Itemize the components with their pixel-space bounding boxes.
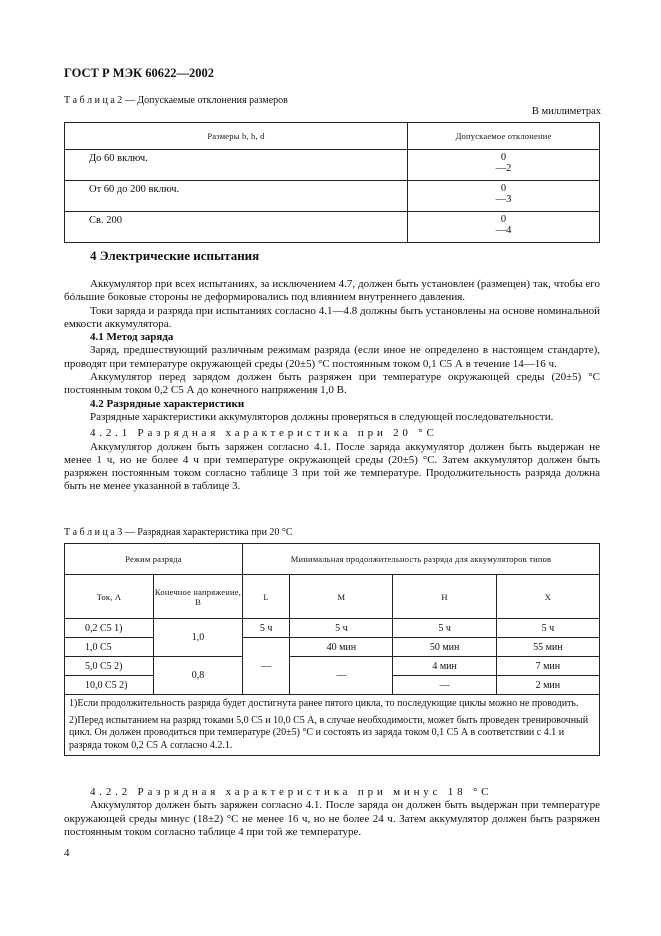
table3-header-voltage: Конечное напряжение, В: [154, 575, 243, 619]
table2-unit: В миллиметрах: [531, 106, 601, 117]
table2-size: До 60 включ.: [65, 150, 408, 181]
table2-header-size: Размеры b, h, d: [65, 123, 408, 150]
table3-cell: 7 мин: [496, 657, 599, 676]
table3-current: 5,0 C5 2): [65, 657, 154, 676]
table3-caption: Т а б л и ц а 3 — Разрядная характеристика при 20 °С: [64, 527, 293, 538]
table2-upper: 0: [500, 214, 507, 225]
section4-body: [64, 278, 600, 494]
table3-type: M: [290, 575, 393, 619]
paragraph: Разрядные характеристики аккумуляторов должны проверяться в следующей последовательности.: [90, 410, 554, 423]
table2: [64, 122, 600, 243]
table-row: [65, 619, 600, 638]
table3-voltage: 1,0: [154, 619, 243, 657]
table3-cell: 55 мин: [496, 638, 599, 657]
table3-cell: 5 ч: [243, 619, 290, 638]
section-title: 4 Электрические испытания: [90, 248, 260, 263]
table3-cell: 50 мин: [393, 638, 496, 657]
subsection-title: 4.2 Разрядные характеристики: [90, 397, 245, 410]
subsection-title: 4.1 Метод заряда: [90, 331, 174, 344]
table3-type: L: [243, 575, 290, 619]
table2-caption: Т а б л и ц а 2 — Допускаемые отклонения размеров: [64, 95, 288, 106]
table-row: [65, 150, 600, 181]
table3-header-min: Минимальная продолжительность разряда для аккумуляторов типов: [243, 544, 600, 575]
table-row: [65, 638, 600, 657]
table2-size: Св. 200: [65, 212, 408, 243]
table2-upper: 0: [500, 152, 507, 163]
table-row: [65, 181, 600, 212]
table3-dash: —: [290, 657, 393, 695]
paragraph: Заряд, предшествующий различным режимам разряда (если иное не определено в настоящем стандарте), проводят при температуре окружающей среды (20±5) °С постоянным током 0,1 C5 А в течение 14—16 ч.: [64, 344, 600, 370]
table-row: [65, 212, 600, 243]
table2-lower: —2: [495, 163, 512, 174]
table2-lower: —4: [495, 225, 512, 236]
subsection-title: 4.2.1 Разрядная характеристика при 20 °С: [90, 427, 438, 440]
table-row: [65, 657, 600, 676]
table3-type: X: [496, 575, 599, 619]
table3-cell: 5 ч: [393, 619, 496, 638]
table3-current: 10,0 C5 2): [65, 676, 154, 695]
table3-footnotes: [65, 695, 600, 756]
paragraph: Токи заряда и разряда при испытаниях согласно 4.1—4.8 должны быть установлены на основе номинальной емкости аккумулятора.: [64, 304, 600, 330]
table3-current: 1,0 C5: [65, 638, 154, 657]
table3-type: H: [393, 575, 496, 619]
table2-size: От 60 до 200 включ.: [65, 181, 408, 212]
table2-upper: 0: [500, 183, 507, 194]
table3-cell: 5 ч: [496, 619, 599, 638]
page-number: 4: [64, 847, 70, 859]
table2-lower: —3: [495, 194, 512, 205]
table3-cell: 4 мин: [393, 657, 496, 676]
table3-header-current: Ток, А: [65, 575, 154, 619]
footnote: 2)Перед испытанием на разряд токами 5,0 C5 и 10,0 C5 А, в случае необходимости, может быть проведен тренировочный цикл. Он должен проводиться при температуре (20±5) °С и состоять из заряда током 0,1 C5 А в соответствии с 4.1 и разряда током 0,2 C5 А согласно 4.2.1.: [69, 714, 589, 751]
table3-dash: —: [393, 676, 496, 695]
table3-voltage: 0,8: [154, 657, 243, 695]
table2-header-deviation: Допускаемое отклонение: [408, 123, 600, 150]
paragraph: Аккумулятор должен быть заряжен согласно 4.1. После заряда он должен быть выдержан при температуре окружающей среды минус (18±2) °С не менее 16 ч, но не более 24 ч. Затем аккумулятор должен быть разряжен постоянным током согласно таблице 4 при той же температуре.: [64, 799, 600, 838]
table3-cell: 2 мин: [496, 676, 599, 695]
table3-dash: —: [243, 638, 290, 695]
paragraph: Аккумулятор при всех испытаниях, за исключением 4.7, должен быть установлен (размещен) так, чтобы его бóльшие боковые стороны не деформировались под влиянием внутреннего давления.: [64, 278, 600, 304]
table3: [64, 543, 600, 756]
table3-cell: 5 ч: [290, 619, 393, 638]
section422-body: [64, 786, 600, 839]
table3-current: 0,2 C5 1): [65, 619, 154, 638]
paragraph: Аккумулятор перед зарядом должен быть разряжен при температуре окружающей среды (20±5) °С постоянным током 0,2 C5 А до конечного напряжения 1,0 В.: [64, 371, 600, 397]
subsection-title: 4.2.2 Разрядная характеристика при минус 18 °С: [90, 786, 493, 798]
footnote: 1)Если продолжительность разряда будет достигнута ранее пятого цикла, то последующие циклы можно не проводить.: [69, 698, 579, 709]
paragraph: Аккумулятор должен быть заряжен согласно 4.1. После заряда аккумулятор должен быть выдержан не менее 1 ч, но не более 4 ч при температуре окружающей среды (20±5) °С. Затем аккумулятор должен быть разряжен постоянным током согласно таблице 3 при той же температуре. Продолжительность разряда должна быть не менее указанной в таблице 3.: [64, 440, 600, 493]
document-header: ГОСТ Р МЭК 60622—2002: [64, 66, 214, 80]
table3-cell: 40 мин: [290, 638, 393, 657]
table3-header-mode: Режим разряда: [65, 544, 243, 575]
